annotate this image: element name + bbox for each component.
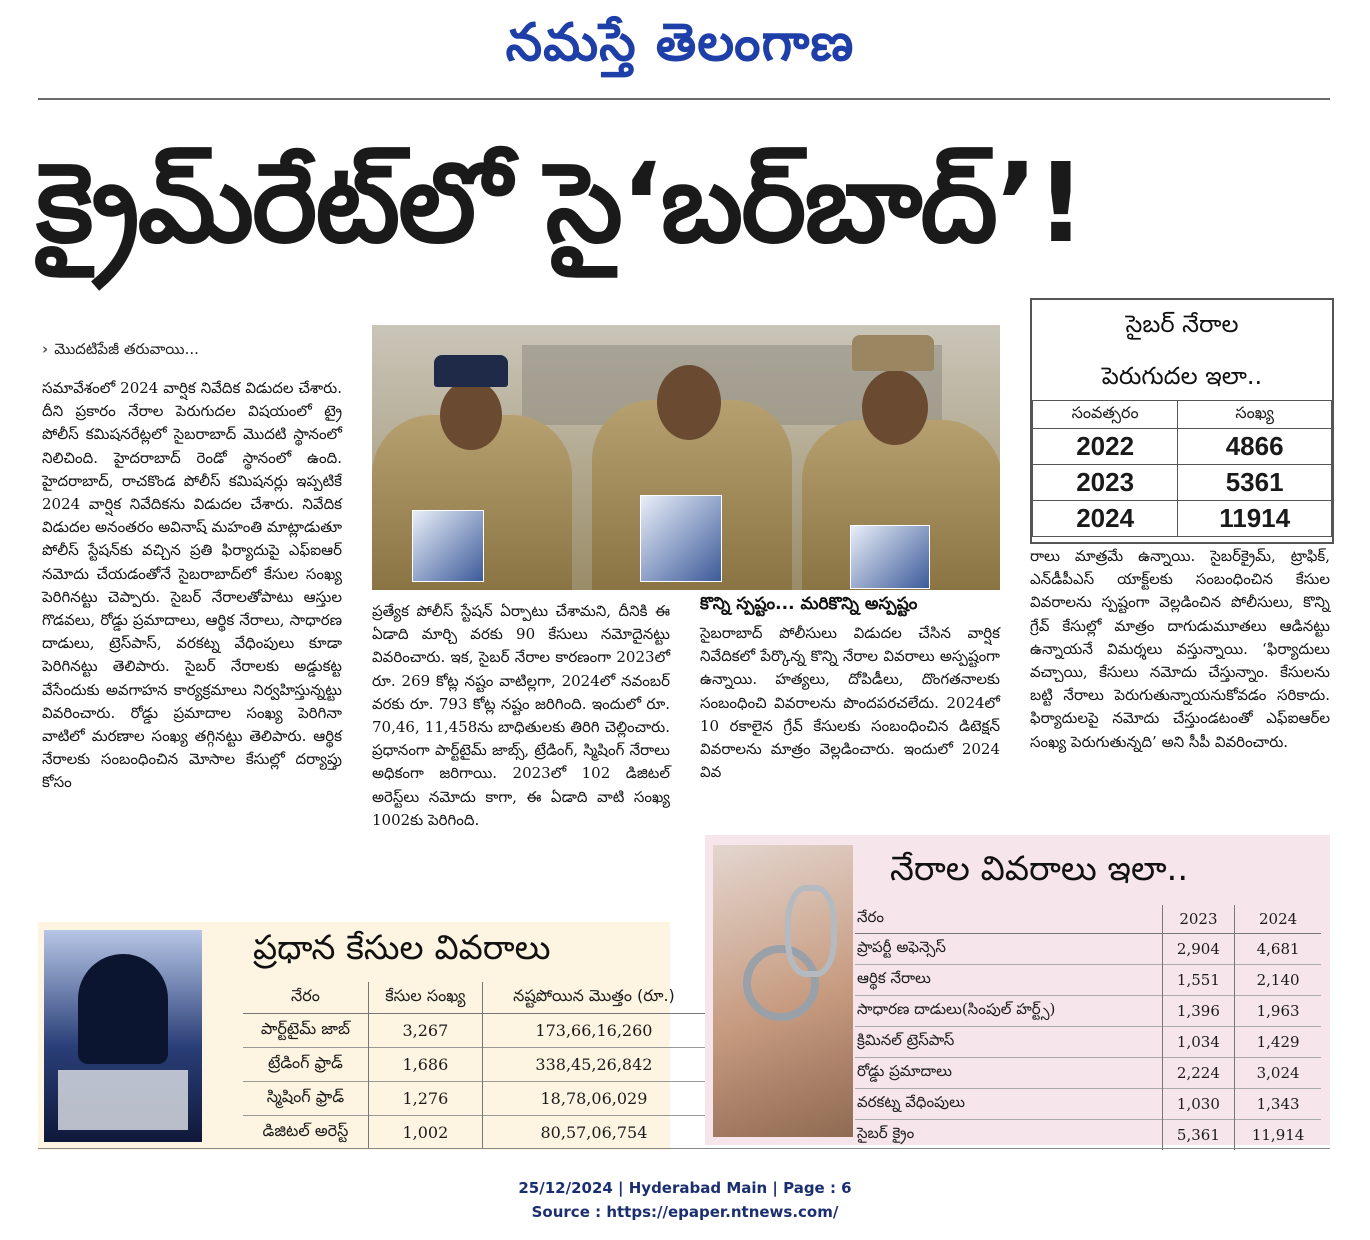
page-footer — [0, 1176, 1370, 1224]
header-2024: 2024 — [1235, 905, 1321, 934]
header-crime: నేరం — [855, 905, 1162, 934]
cases-cell: 3,267 — [368, 1014, 482, 1048]
crime-cell: సాధారణ దాడులు(సింపుల్ హర్ట్స్) — [855, 996, 1162, 1027]
table-row — [243, 1048, 705, 1082]
cases-cell: 1,686 — [368, 1048, 482, 1082]
major-cases-table — [243, 982, 705, 1149]
value-2024: 2,140 — [1235, 965, 1321, 996]
footer-source-link[interactable]: Source : https://epaper.ntnews.com/ — [531, 1203, 839, 1221]
continued-text: మొదటిపేజీ తరువాయి... — [54, 340, 199, 358]
value-2023: 1,396 — [1162, 996, 1235, 1027]
count-cell: 5361 — [1178, 465, 1332, 501]
value-2023: 1,034 — [1162, 1027, 1235, 1058]
value-2023: 1,551 — [1162, 965, 1235, 996]
crime-details-title: నేరాల వివరాలు ఇలా.. — [890, 849, 1189, 889]
top-divider — [38, 98, 1330, 100]
value-2024: 4,681 — [1235, 934, 1321, 965]
header-year: సంవత్సరం — [1033, 401, 1178, 429]
column-3-text: సైబరాబాద్ పోలీసులు విడుదల చేసిన వార్షిక నివేదికలో పేర్కొన్న కొన్ని నేరాల వివరాలు అస్పష్టంగా ఉన్నాయి. హత్యలు, దోపిడీలు, దొంగతనాలకు సంబంధించి వివరాలను పొందపరచలేదు. 2024లో 10 రకాలైన గ్రేవ్ కేసులకు సంబంధించిన డిటెక్షన్ వివరాలను మాత్రం వెల్లడించారు. ఇందులో 2024 వివ — [700, 624, 1000, 782]
handcuff-image — [713, 845, 853, 1137]
count-cell: 11914 — [1178, 501, 1332, 537]
crime-cell: వరకట్న వేధింపులు — [855, 1089, 1162, 1120]
crime-cell: స్మిషింగ్ ఫ్రాడ్ — [243, 1082, 368, 1116]
header-cases: కేసుల సంఖ్య — [368, 982, 482, 1014]
table-row — [855, 1027, 1321, 1058]
cyber-crime-growth-box — [1030, 298, 1334, 544]
article-column-1 — [42, 377, 342, 795]
press-meet-photo — [372, 325, 1000, 590]
table-row — [243, 1116, 705, 1150]
column-1-text: సమావేశంలో 2024 వార్షిక నివేదిక విడుదల చేశారు. దీని ప్రకారం నేరాల పెరుగుదల విషయంలో ట్రై పోలీస్ కమిషనరేట్లలో సైబరాబాద్ మొదటి స్థానంలో నిలిచింది. హైదరాబాద్ రెండో స్థానంలో ఉంది. హైదరాబాద్, రాచకొండ పోలీస్ కమిషనర్లు ఇప్పటికే 2024 వార్షిక నివేదికను విడుదల చేశారు. నివేదిక విడుదల అనంతరం అవినాష్ మహంతి మాట్లాడుతూ పోలీస్ స్టేషన్‌కు వచ్చిన ప్రతి ఫిర్యాదుపై ఎఫ్ఐఆర్ నమోదు చేయడంతోనే సైబరాబాద్‌లో కేసుల సంఖ్య పెరిగినట్టు చెప్పారు. సైబర్ నేరాలతోపాటు ఆస్తుల గొడవలు, రోడ్డు ప్రమాదాలు, ఆర్థిక నేరాలు, సాధారణ దాడులు, ట్రెస్‌పాస్, వరకట్న వేధింపులు కూడా పెరిగినట్టు తెలిపారు. సైబర్ నేరాలకు అడ్డుకట్ట వేసేందుకు అవగాహన కార్యక్రమాలు నిర్వహిస్తున్నట్టు వివరించారు. రోడ్డు ప్రమాదాల సంఖ్య పెరిగినా వాటిలో మరణాల సంఖ్య తగ్గినట్టు తెలిపారు. ఆర్థిక నేరాలకు సంబంధించిన మోసాల కేసుల్లో దర్యాప్తు కోసం — [42, 379, 342, 792]
article-column-4 — [1030, 545, 1330, 754]
table-row — [855, 996, 1321, 1027]
header-2023: 2023 — [1162, 905, 1235, 934]
cyber-growth-table — [1032, 400, 1332, 537]
value-2024: 11,914 — [1235, 1120, 1321, 1151]
footer-date-edition: 25/12/2024 | Hyderabad Main | Page : 6 — [518, 1179, 852, 1197]
value-2023: 2,904 — [1162, 934, 1235, 965]
table-row — [855, 1058, 1321, 1089]
bottom-divider — [38, 1148, 1330, 1149]
value-2023: 1,030 — [1162, 1089, 1235, 1120]
table-row — [243, 1014, 705, 1048]
masthead-logo: నమస్తే తెలంగాణ — [505, 13, 855, 73]
crime-cell: డిజిటల్ అరెస్ట్ — [243, 1116, 368, 1150]
header-loss: నష్టపోయిన మొత్తం (రూ.) — [482, 982, 705, 1014]
crime-cell: పార్ట్‌టైమ్ జాబ్ — [243, 1014, 368, 1048]
crime-cell: క్రిమినల్ ట్రెస్‌పాస్ — [855, 1027, 1162, 1058]
major-cases-box — [38, 922, 675, 1150]
value-2024: 1,343 — [1235, 1089, 1321, 1120]
table-row — [855, 965, 1321, 996]
crime-details-box — [705, 835, 1330, 1145]
article-column-3 — [700, 622, 1000, 784]
value-2023: 5,361 — [1162, 1120, 1235, 1151]
continued-label — [42, 340, 199, 362]
table-row — [855, 1120, 1321, 1151]
loss-cell: 338,45,26,842 — [482, 1048, 705, 1082]
header-crime: నేరం — [243, 982, 368, 1014]
loss-cell: 173,66,16,260 — [482, 1014, 705, 1048]
table-row — [1033, 501, 1332, 537]
hacker-image — [44, 930, 202, 1142]
loss-cell: 18,78,06,029 — [482, 1082, 705, 1116]
crime-cell: ఆర్థిక నేరాలు — [855, 965, 1162, 996]
table-row — [1033, 465, 1332, 501]
crime-cell: ట్రేడింగ్ ఫ్రాడ్ — [243, 1048, 368, 1082]
table-row — [855, 1089, 1321, 1120]
crime-cell: ప్రాపర్టీ అఫెన్సెస్ — [855, 934, 1162, 965]
cases-cell: 1,002 — [368, 1116, 482, 1150]
header-count: సంఖ్య — [1178, 401, 1332, 429]
cyber-box-title-2: పెరుగుదల ఇలా.. — [1101, 362, 1263, 390]
headline: క్రైమ్‌రేట్‌లో సై‘బర్‌బాద్‌’! — [36, 139, 1084, 267]
value-2023: 2,224 — [1162, 1058, 1235, 1089]
table-row — [243, 1082, 705, 1116]
year-cell: 2022 — [1033, 429, 1178, 465]
major-cases-title: ప్రధాన కేసుల వివరాలు — [253, 928, 551, 968]
cases-cell: 1,276 — [368, 1082, 482, 1116]
crime-details-table — [855, 905, 1321, 1150]
value-2024: 1,963 — [1235, 996, 1321, 1027]
subheading: కొన్ని స్పష్టం... మరికొన్ని అస్పష్టం — [700, 594, 918, 614]
table-row — [855, 934, 1321, 965]
count-cell: 4866 — [1178, 429, 1332, 465]
chevron-right-icon: › — [42, 340, 49, 358]
cyber-box-title-1: సైబర్ నేరాల — [1125, 310, 1239, 338]
loss-cell: 80,57,06,754 — [482, 1116, 705, 1150]
column-4-text: రాలు మాత్రమే ఉన్నాయి. సైబర్‌క్రైమ్, ట్రాఫిక్, ఎన్‌డీపీఎస్ యాక్ట్‌లకు సంబంధించిన కేసుల వివరాలను స్పష్టంగా వెల్లడించిన పోలీసులు, కొన్ని గ్రేవ్ కేసుల్లో మాత్రం దాగుడుమూతలు ఆడినట్టు ఉన్నాయనే విమర్శలు వస్తున్నాయి. ‘ఫిర్యాదులు వచ్చాయి, కేసులు నమోదు చేస్తున్నాం. కేసులను బట్టి నేరాలు పెరుగుతున్నాయనుకోవడం సరికాదు. ఫిర్యాదులపై నమోదు చేస్తుండటంతో ఎఫ్ఐఆర్‌ల సంఖ్య పెరుగుతున్నది’ అని సీపీ వివరించారు. — [1030, 547, 1330, 751]
crime-cell: రోడ్డు ప్రమాదాలు — [855, 1058, 1162, 1089]
column-2-text: ప్రత్యేక పోలీస్ స్టేషన్ ఏర్పాటు చేశామని, దీనికి ఈ ఏడాది మార్చి వరకు 90 కేసులు నమోదైనట్టు వివరించారు. ఇక, సైబర్ నేరాల కారణంగా 2023లో రూ. 269 కోట్ల నష్టం వాటిల్లగా, 2024లో నవంబర్ వరకు రూ. 793 కోట్ల నష్టం జరిగింది. ఇందులో రూ. 70,46, 11,458ను బాధితులకు తిరిగి చెల్లించారు. ప్రధానంగా పార్ట్‌టైమ్ జాబ్స్, ట్రేడింగ్, స్మిషింగ్ నేరాలు అధికంగా జరిగాయి. 2023లో 102 డిజిటల్ అరెస్ట్‌లు నమోదు కాగా, ఈ ఏడాది వాటి సంఖ్య 1002కు పెరిగింది. — [372, 602, 670, 829]
article-column-2 — [372, 600, 670, 832]
year-cell: 2023 — [1033, 465, 1178, 501]
value-2024: 1,429 — [1235, 1027, 1321, 1058]
value-2024: 3,024 — [1235, 1058, 1321, 1089]
year-cell: 2024 — [1033, 501, 1178, 537]
table-row — [1033, 429, 1332, 465]
crime-cell: సైబర్ క్రైం — [855, 1120, 1162, 1151]
